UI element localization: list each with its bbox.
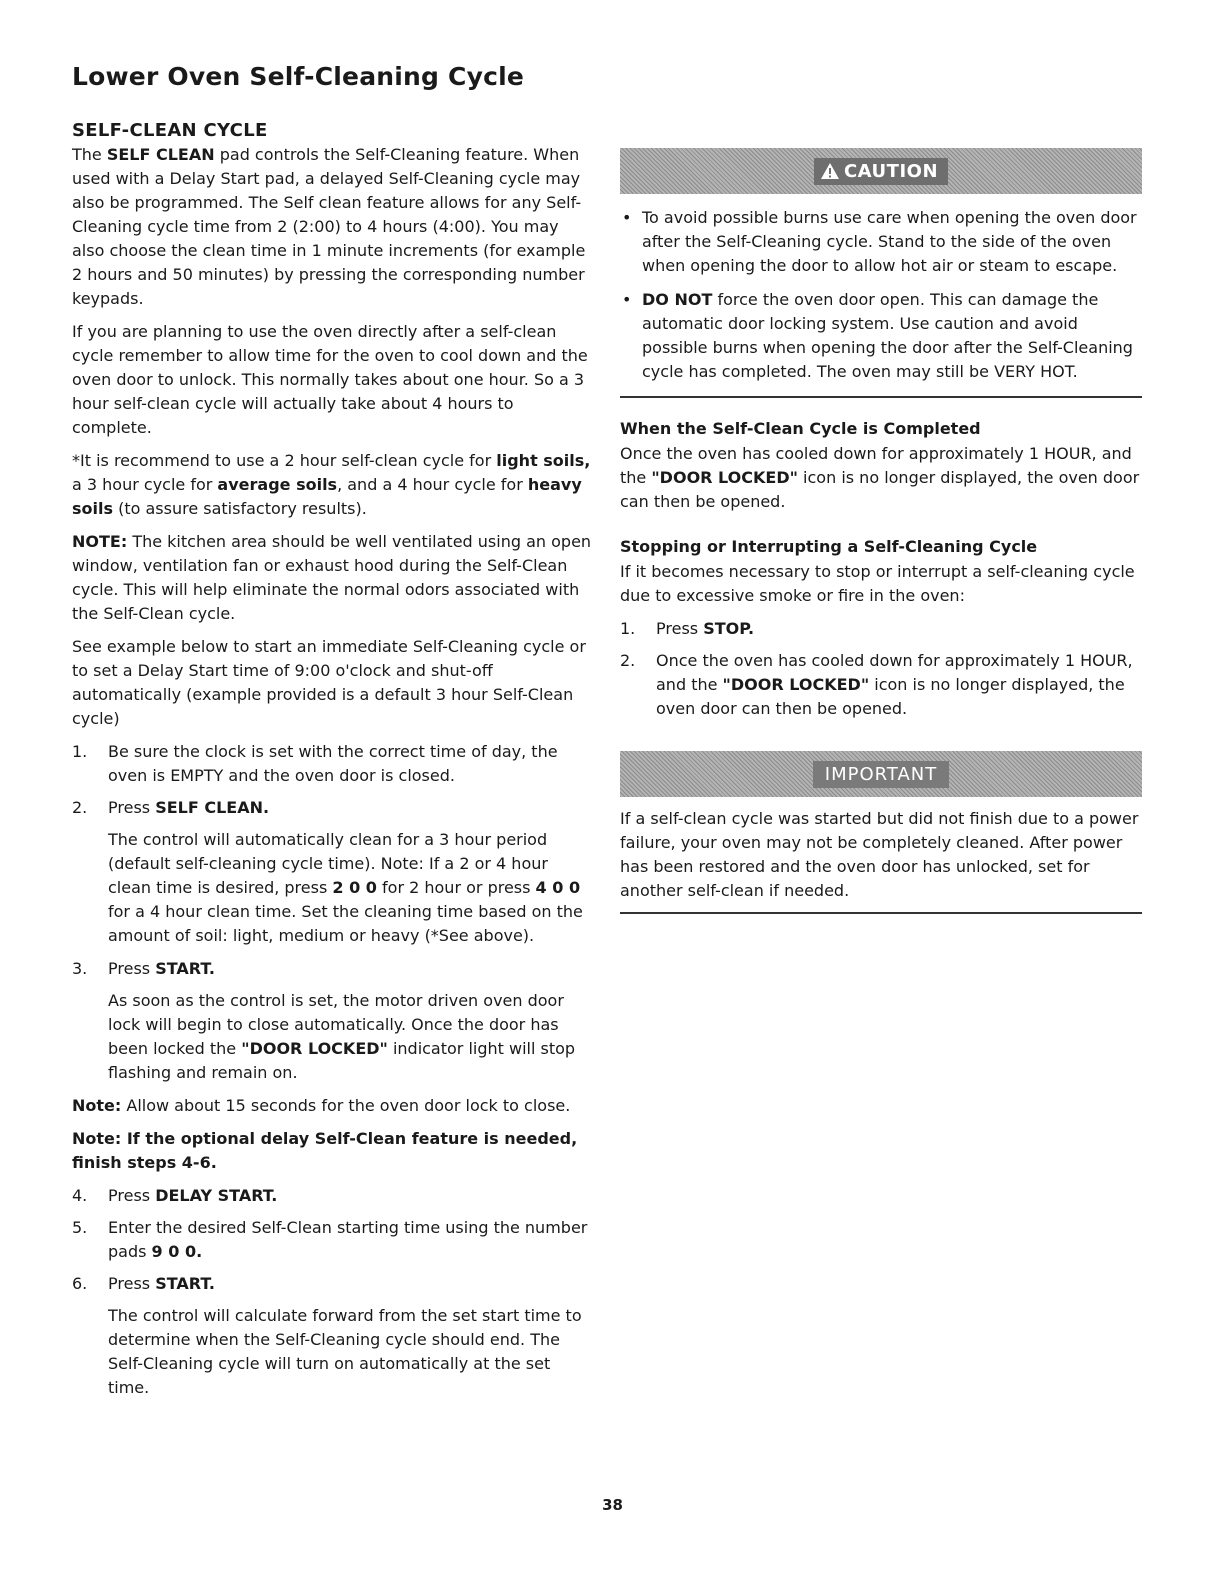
completed-text: Once the oven has cooled down for approximately 1 HOUR, and the "DOOR LOCKED" icon is no longer displayed, the oven door can then be opened. bbox=[620, 444, 1140, 511]
step-5: 5. Enter the desired Self-Clean starting time using the number pads 9 0 0. bbox=[72, 1218, 588, 1261]
caution-banner bbox=[620, 148, 1142, 194]
warning-icon bbox=[820, 162, 840, 180]
completed-heading: When the Self-Clean Cycle is Completed bbox=[620, 419, 981, 438]
page-number: 38 bbox=[602, 1496, 623, 1514]
right-column bbox=[620, 148, 1142, 934]
step-6: 6. Press START. bbox=[72, 1274, 215, 1293]
paragraph-planning: If you are planning to use the oven directly after a self-clean cycle remember to allow time for the oven to cool down and the oven door to unlock. This normally takes about one hour. So a 3 hour self-clean cycle will actually take about 4 hours to complete. bbox=[72, 322, 588, 437]
note-ventilation: NOTE: The kitchen area should be well ventilated using an open window, ventilation fan or exhaust hood during the Self-Clean cycle. This will help eliminate the normal odors associated with the Self-Clean cycle. bbox=[72, 532, 592, 623]
caution-list bbox=[620, 206, 1142, 384]
step-3: 3. Press START. bbox=[72, 959, 215, 978]
step-4: 4. Press DELAY START. bbox=[72, 1186, 278, 1205]
important-label: IMPORTANT bbox=[813, 761, 949, 788]
note-door-lock: Note: Allow about 15 seconds for the oven door lock to close. bbox=[72, 1096, 571, 1115]
left-column bbox=[72, 120, 592, 1409]
stop-step-2: 2. Once the oven has cooled down for approximately 1 HOUR, and the "DOOR LOCKED" icon is no longer displayed, the oven door can then be opened. bbox=[620, 651, 1133, 718]
paragraph-recommendation: *It is recommend to use a 2 hour self-clean cycle for light soils, a 3 hour cycle for average soils, and a 4 hour cycle for heavy soils (to assure satisfactory results). bbox=[72, 451, 591, 518]
stopping-text: If it becomes necessary to stop or interrupt a self-cleaning cycle due to excessive smoke or fire in the oven: bbox=[620, 562, 1135, 605]
step-3-detail: As soon as the control is set, the motor driven oven door lock will begin to close automatically. Once the door has been locked the "DOOR LOCKED" indicator light will stop flashing and remain on. bbox=[108, 991, 576, 1082]
stopping-heading: Stopping or Interrupting a Self-Cleaning Cycle bbox=[620, 537, 1038, 556]
step-2-detail: The control will automatically clean for a 3 hour period (default self-cleaning cycle time). Note: If a 2 or 4 hour clean time is desired, press 2 0 0 for 2 hour or press 4 0 0 for a 4 hour clean time. Set the cleaning time based on the amount of soil: light, medium or heavy (*See above). bbox=[108, 830, 583, 945]
divider bbox=[620, 396, 1142, 398]
step-6-detail: The control will calculate forward from the set start time to determine when the Self-Cleaning cycle should end. The Self-Cleaning cycle will turn on automatically at the set time. bbox=[108, 1306, 582, 1397]
divider bbox=[620, 912, 1142, 914]
section-title: SELF-CLEAN CYCLE bbox=[72, 120, 268, 141]
step-1: 1. Be sure the clock is set with the correct time of day, the oven is EMPTY and the oven door is closed. bbox=[72, 742, 558, 785]
page-title: Lower Oven Self-Cleaning Cycle bbox=[72, 62, 525, 91]
important-banner bbox=[620, 751, 1142, 797]
paragraph-self-clean-pad: The SELF CLEAN pad controls the Self-Cleaning feature. When used with a Delay Start pad, a delayed Self-Cleaning cycle may also be programmed. The Self clean feature allows for any Self-Cleaning cycle time from 2 (2:00) to 4 hours (4:00). You may also choose the clean time in 1 minute increments (for example 2 hours and 50 minutes) by pressing the corresponding number keypads. bbox=[72, 145, 586, 308]
step-2: 2. Press SELF CLEAN. bbox=[72, 798, 270, 817]
stop-step-1: 1. Press STOP. bbox=[620, 619, 755, 638]
paragraph-example: See example below to start an immediate Self-Cleaning cycle or to set a Delay Start time of 9:00 o'clock and shut-off automatically (example provided is a default 3 hour Self-Clean cycle) bbox=[72, 637, 586, 728]
delay-steps-list bbox=[72, 1184, 592, 1400]
caution-item: • DO NOT force the oven door open. This can damage the automatic door locking system. Use caution and avoid possible burns when opening the door after the Self-Cleaning cycle has completed. The oven may still be VERY HOT. bbox=[622, 290, 1133, 381]
steps-list bbox=[72, 740, 592, 1085]
caution-item: • To avoid possible burns use care when opening the oven door after the Self-Cleaning cycle. Stand to the side of the oven when opening the door to allow hot air or steam to escape. bbox=[622, 208, 1137, 275]
important-text: If a self-clean cycle was started but did not finish due to a power failure, your oven may not be completely cleaned. After power has been restored and the oven door has unlocked, set for another self-clean if needed. bbox=[620, 809, 1139, 900]
caution-label: CAUTION bbox=[843, 160, 939, 182]
note-optional-delay: Note: If the optional delay Self-Clean feature is needed, finish steps 4-6. bbox=[72, 1129, 578, 1172]
stop-steps-list bbox=[620, 617, 1142, 721]
